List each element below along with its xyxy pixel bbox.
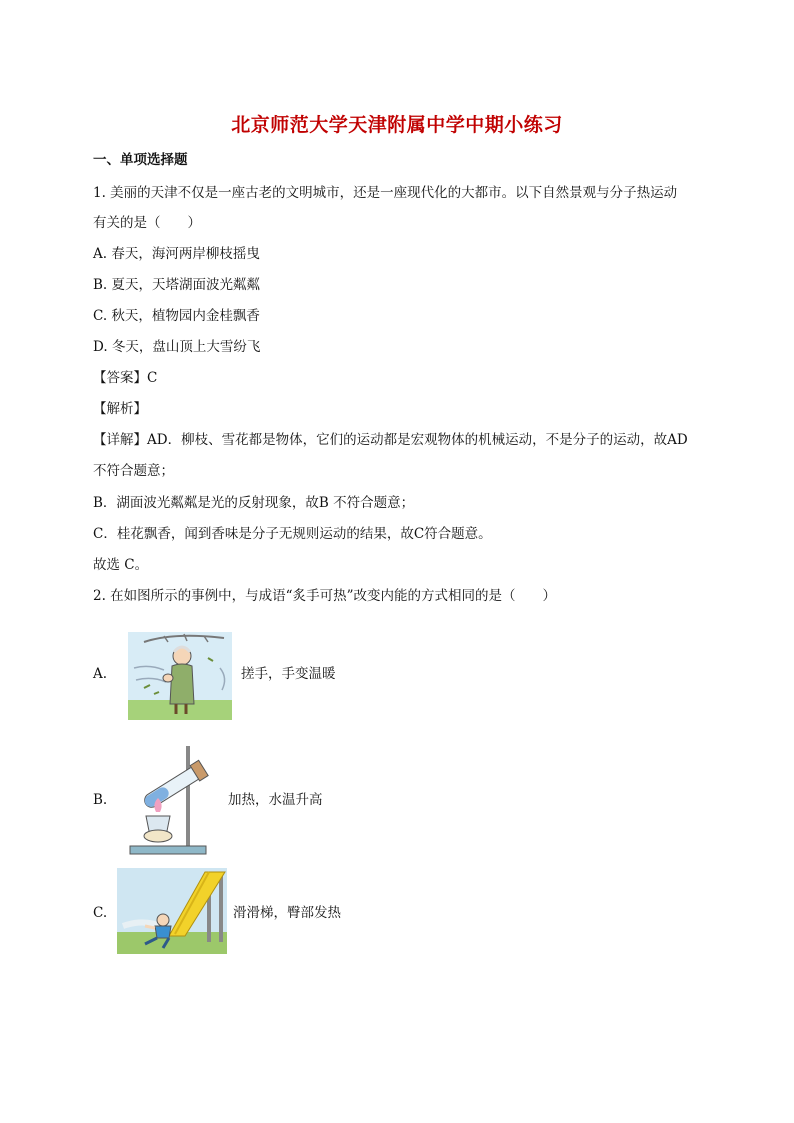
q1-option-a: A. 春天，海河两岸柳枝摇曳 xyxy=(93,246,260,262)
q1-stem-line1: 1. 美丽的天津不仅是一座古老的文明城市，还是一座现代化的大都市。以下自然景观与分子热运动 xyxy=(93,185,678,201)
q2-option-a-text: 搓手，手变温暖 xyxy=(241,666,336,682)
q1-option-c: C. 秋天，植物园内金桂飘香 xyxy=(93,308,260,324)
q1-analysis-line1: 【详解】AD．柳枝、雪花都是物体，它们的运动都是宏观物体的机械运动，不是分子的运动，故AD xyxy=(93,432,688,448)
q2-option-c-letter: C. xyxy=(93,905,108,921)
q2-option-b-text: 加热，水温升高 xyxy=(228,792,323,808)
q1-analysis-label: 【解析】 xyxy=(93,401,147,417)
q2-option-a-letter: A. xyxy=(93,666,108,682)
q2-option-c-text: 滑滑梯，臀部发热 xyxy=(233,905,341,921)
q1-stem-line2: 有关的是（ ） xyxy=(93,215,201,231)
q1-option-d: D. 冬天，盘山顶上大雪纷飞 xyxy=(93,339,261,355)
q1-answer: 【答案】C xyxy=(93,370,158,386)
page-title: 北京师范大学天津附属中学中期小练习 xyxy=(231,114,563,136)
q1-analysis-line2: 不符合题意； xyxy=(93,463,174,479)
test-tube-heating-icon xyxy=(120,742,224,858)
section-heading: 一、单项选择题 xyxy=(93,152,188,168)
q2-stem: 2. 在如图所示的事例中，与成语“炙手可热”改变内能的方式相同的是（ ） xyxy=(93,588,556,604)
q1-analysis-line4: C．桂花飘香，闻到香味是分子无规则运动的结果，故C符合题意。 xyxy=(93,526,492,542)
old-person-rubbing-hands-icon xyxy=(124,628,236,724)
q1-option-b: B. 夏天，天塔湖面波光粼粼 xyxy=(93,277,261,293)
child-sliding-icon xyxy=(115,866,229,956)
q2-option-b-letter: B. xyxy=(93,792,108,808)
q1-analysis-line5: 故选 C。 xyxy=(93,557,149,573)
q1-analysis-line3: B．湖面波光粼粼是光的反射现象，故B 不符合题意； xyxy=(93,495,415,511)
